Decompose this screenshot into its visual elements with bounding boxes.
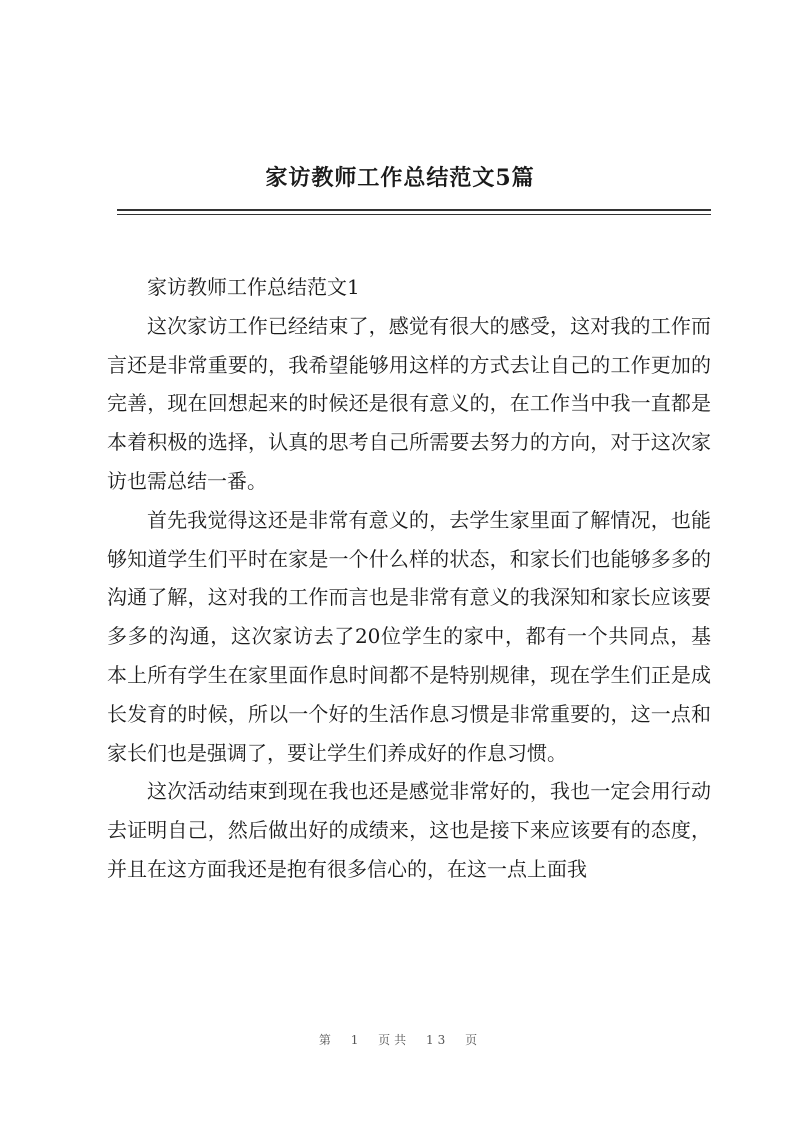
document-body <box>107 268 711 889</box>
title-divider <box>117 209 711 211</box>
section-heading: 家访教师工作总结范文1 <box>147 275 360 299</box>
paragraph: 这次活动结束到现在我也还是感觉非常好的，我也一定会用行动去证明自己，然后做出好的成绩来，这也是接下来应该要有的态度，并且在这方面我还是抱有很多信心的，在这一点上面我 <box>107 779 711 881</box>
paragraph: 这次家访工作已经结束了，感觉有很大的感受，这对我的工作而言还是非常重要的，我希望能够用这样的方式去让自己的工作更加的完善，现在回想起来的时候还是很有意义的，在工作当中我一直都是本着积极的选择，认真的思考自己所需要去努力的方向，对于这次家访也需总结一番。 <box>107 313 711 493</box>
document-title: 家访教师工作总结范文5篇 <box>265 165 535 191</box>
page-number-footer: 第 1 页共 13 页 <box>318 1033 482 1047</box>
paragraph: 首先我觉得这还是非常有意义的，去学生家里面了解情况，也能够知道学生们平时在家是一个什么样的状态，和家长们也能够多多的沟通了解，这对我的工作而言也是非常有意义的我深知和家长应该要多多的沟通，这次家访去了20位学生的家中，都有一个共同点，基本上所有学生在家里面作息时间都不是特别规律，现在学生们正是成长发育的时候，所以一个好的生活作息习惯是非常重要的，这一点和家长们也是强调了，要让学生们养成好的作息习惯。 <box>107 507 711 765</box>
title-divider-thin <box>117 214 711 215</box>
